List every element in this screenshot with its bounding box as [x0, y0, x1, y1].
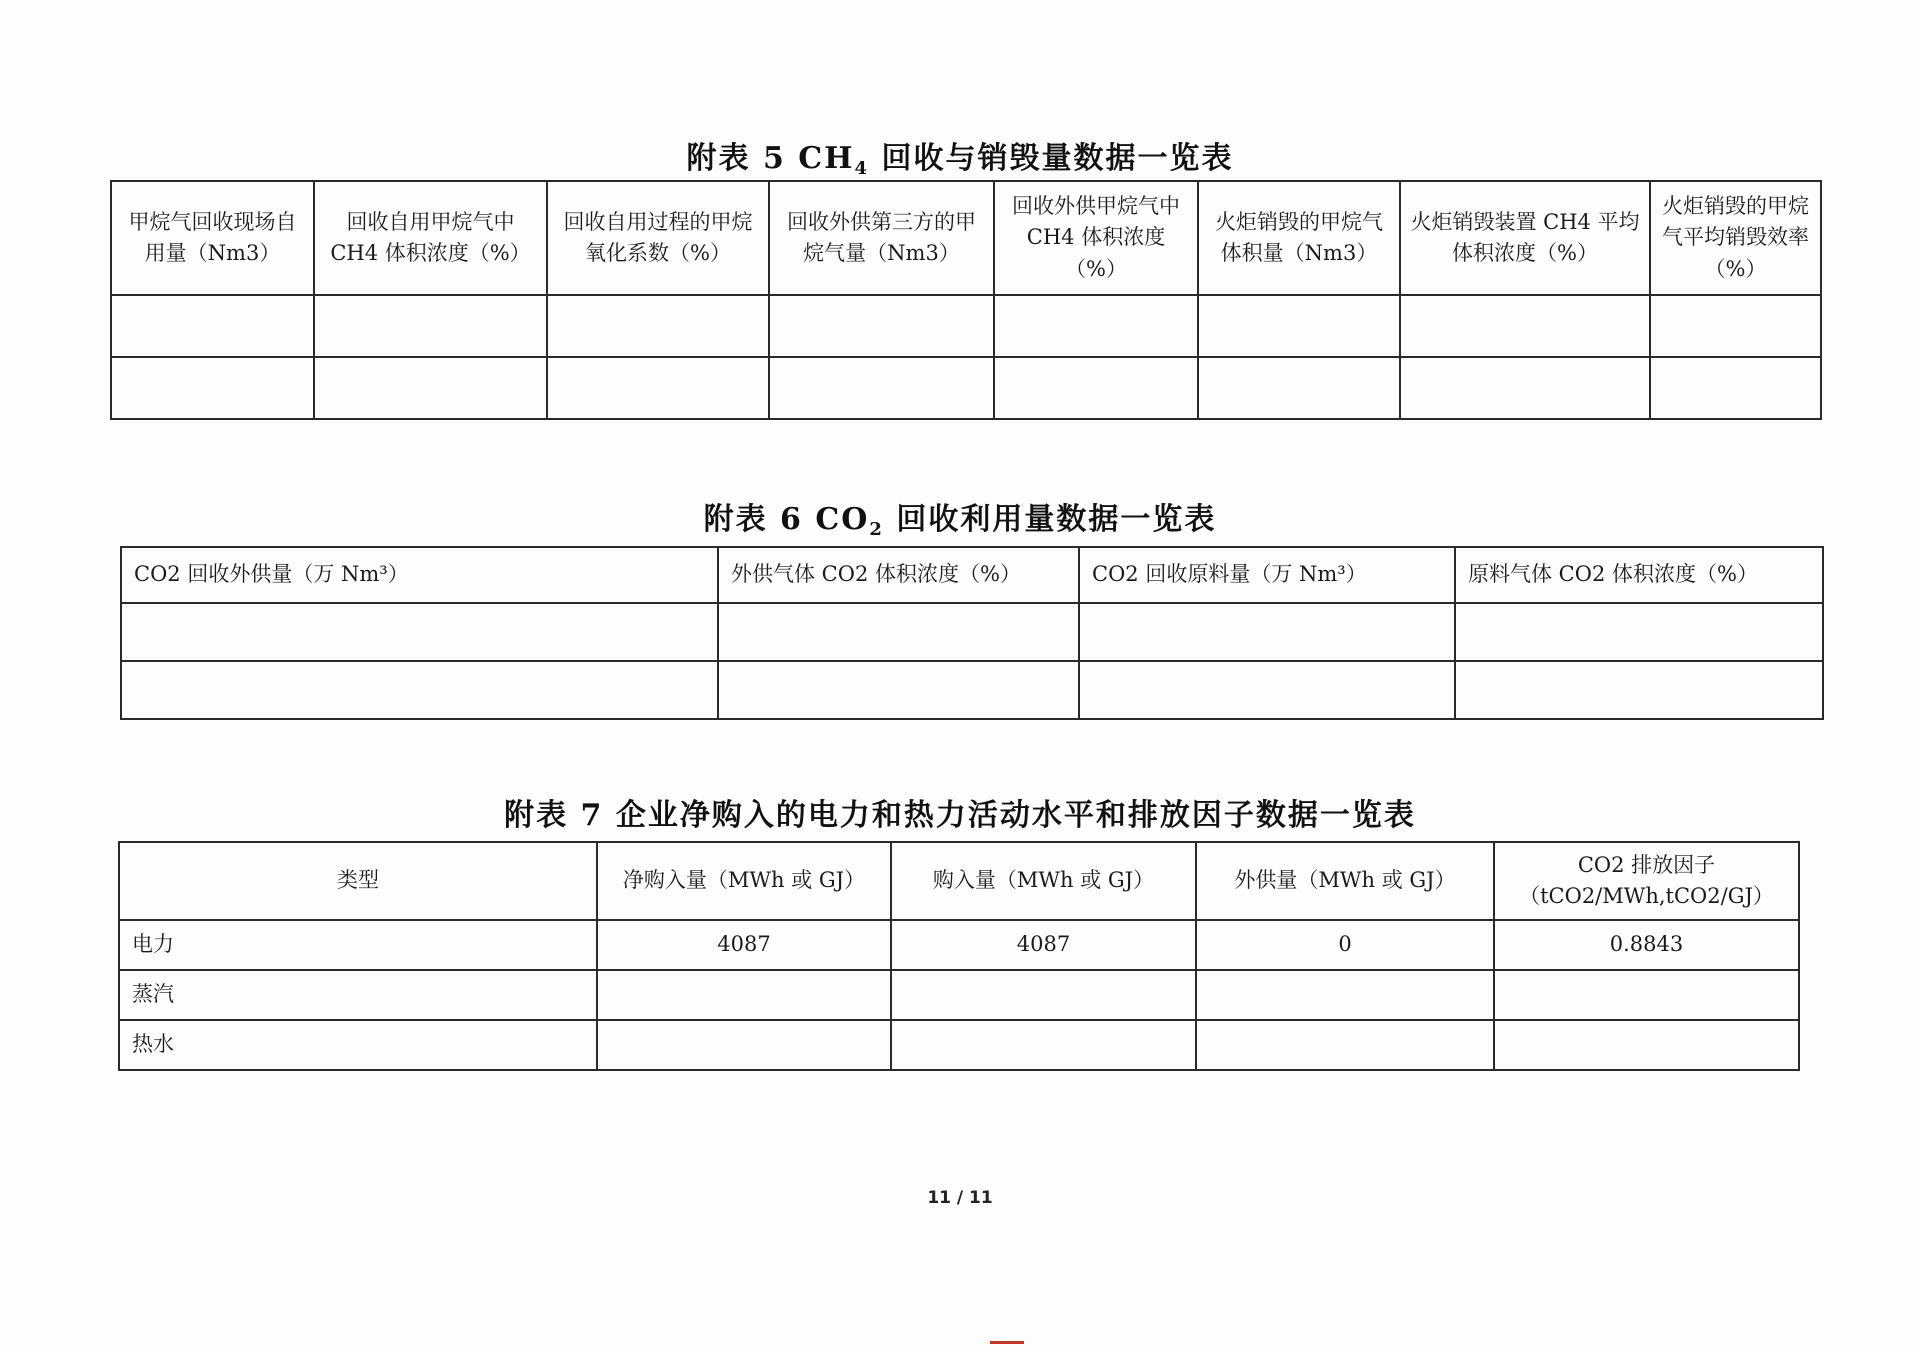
table5-title-prefix: 附表 5 CH: [686, 141, 855, 176]
table7-type-cell: 电力: [119, 920, 597, 970]
table6-title-subscript: 2: [869, 519, 884, 540]
table7-header: CO2 排放因子（tCO2/MWh,tCO2/GJ）: [1494, 842, 1799, 920]
table6: [120, 546, 1824, 720]
table5-header: 回收外供甲烷气中 CH4 体积浓度（%）: [994, 181, 1198, 295]
table5-header: 回收自用甲烷气中 CH4 体积浓度（%）: [314, 181, 547, 295]
table7-supplied-cell: 0: [1196, 920, 1494, 970]
table5-header: 火炬销毁的甲烷气平均销毁效率（%）: [1650, 181, 1821, 295]
table6-cell: [121, 661, 718, 719]
table7-factor-cell: 0.8843: [1494, 920, 1799, 970]
table7-factor-cell: [1494, 970, 1799, 1020]
table5-cell: [1198, 357, 1400, 419]
table7-net-cell: [597, 1020, 891, 1070]
table5-cell: [314, 357, 547, 419]
table6-cell: [121, 603, 718, 661]
table7-net-cell: [597, 970, 891, 1020]
table6-cell: [718, 661, 1079, 719]
table5: [110, 180, 1822, 420]
table6-header-row: [121, 547, 1823, 603]
table6-header: CO2 回收外供量（万 Nm³）: [121, 547, 718, 603]
table5-header-row: [111, 181, 1821, 295]
table7-header: 净购入量（MWh 或 GJ）: [597, 842, 891, 920]
table6-cell: [1455, 661, 1823, 719]
table5-header: 火炬销毁的甲烷气体积量（Nm3）: [1198, 181, 1400, 295]
table7-header: 外供量（MWh 或 GJ）: [1196, 842, 1494, 920]
table6-cell: [1079, 603, 1455, 661]
table6-header: CO2 回收原料量（万 Nm³）: [1079, 547, 1455, 603]
table7-net-cell: 4087: [597, 920, 891, 970]
table6-header: 原料气体 CO2 体积浓度（%）: [1455, 547, 1823, 603]
table-row: [119, 920, 1799, 970]
table5-header: 火炬销毁装置 CH4 平均体积浓度（%）: [1400, 181, 1650, 295]
table6-cell: [1079, 661, 1455, 719]
table7-supplied-cell: [1196, 1020, 1494, 1070]
table5-caption: [0, 133, 1920, 179]
table7-type-cell: 蒸汽: [119, 970, 597, 1020]
table7-header: 类型: [119, 842, 597, 920]
table5-cell: [1650, 357, 1821, 419]
table5-cell: [1400, 295, 1650, 357]
table5-cell: [1650, 295, 1821, 357]
table5-header: 甲烷气回收现场自用量（Nm3）: [111, 181, 314, 295]
table5-cell: [1400, 357, 1650, 419]
table7-factor-cell: [1494, 1020, 1799, 1070]
table5-header: 回收自用过程的甲烷氧化系数（%）: [547, 181, 769, 295]
table5-title-suffix: 回收与销毁量数据一览表: [869, 141, 1234, 176]
table5-cell: [111, 357, 314, 419]
table5-header: 回收外供第三方的甲烷气量（Nm3）: [769, 181, 994, 295]
table7-purchased-cell: [891, 970, 1196, 1020]
table5-cell: [314, 295, 547, 357]
table7: [118, 841, 1800, 1071]
table5-cell: [994, 357, 1198, 419]
table6-title-suffix: 回收利用量数据一览表: [883, 502, 1217, 537]
table7-purchased-cell: [891, 1020, 1196, 1070]
table5-cell: [547, 357, 769, 419]
table5-cell: [111, 295, 314, 357]
table7-supplied-cell: [1196, 970, 1494, 1020]
table5-cell: [994, 295, 1198, 357]
table-row: [121, 603, 1823, 661]
table6-title-prefix: 附表 6 CO: [703, 502, 870, 537]
table-row: [111, 357, 1821, 419]
table7-caption: 附表 7 企业净购入的电力和热力活动水平和排放因子数据一览表: [504, 798, 1416, 833]
table-row: [119, 1020, 1799, 1070]
table5-title-subscript: 4: [854, 158, 870, 179]
table6-header: 外供气体 CO2 体积浓度（%）: [718, 547, 1079, 603]
scan-mark: [990, 1341, 1024, 1344]
table7-header: 购入量（MWh 或 GJ）: [891, 842, 1196, 920]
table7-purchased-cell: 4087: [891, 920, 1196, 970]
table7-header-row: [119, 842, 1799, 920]
table6-caption: [0, 494, 1920, 540]
table-row: [121, 661, 1823, 719]
table6-cell: [718, 603, 1079, 661]
table-row: [119, 970, 1799, 1020]
table7-type-cell: 热水: [119, 1020, 597, 1070]
page-number: 11 / 11: [927, 1188, 993, 1208]
table-row: [111, 295, 1821, 357]
table5-cell: [1198, 295, 1400, 357]
table5-cell: [547, 295, 769, 357]
table6-cell: [1455, 603, 1823, 661]
table5-cell: [769, 357, 994, 419]
table5-cell: [769, 295, 994, 357]
